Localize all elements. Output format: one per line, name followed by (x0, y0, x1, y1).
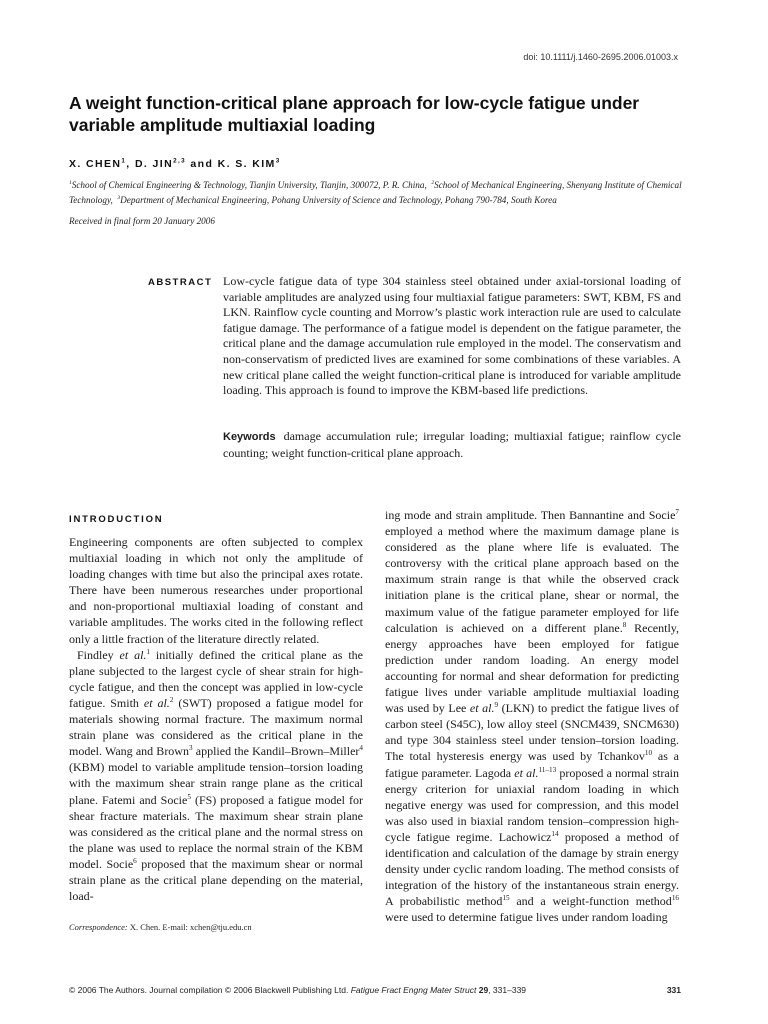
right-column (385, 507, 679, 925)
citation-ref[interactable]: 16 (671, 894, 679, 903)
citation-ref[interactable]: 2 (169, 695, 174, 704)
et-al: et al. (119, 647, 147, 662)
et-al: et al. (143, 695, 170, 710)
citation-ref[interactable]: 9 (494, 701, 499, 710)
section-heading-introduction: INTRODUCTION (69, 514, 164, 525)
text-run: employed a method where the maximum damage plane is considered as the plane where life is evaluated. The controversy with the critical plane approach based on the maximum strain range is that while the observed crack initiation plane is the critical plane, shear or normal, the maximum value of the fatigue parameter employed for life calculation is achieved on a different plane. (385, 524, 679, 635)
paper-title: A weight function-critical plane approach for low-cycle fatigue under variable amplitude multiaxial loading (69, 93, 640, 135)
citation-ref[interactable]: 3 (188, 744, 193, 753)
journal-volume: 29 (476, 985, 489, 995)
text-run: proposed a method of identification and calculation of the damage by strain energy density under cyclic random loading. The method consists of integration of the history of the instantaneous strain energy. A probabilistic method (385, 829, 679, 909)
text-run: (SWT) proposed a fatigue model for materials showing normal fracture. The maximum normal strain plane was considered as the critical plane in the model. Wang and Brown (69, 695, 363, 759)
author-1-affil-ref: 1 (121, 157, 127, 165)
affiliation-2: School of Mechanical Engineering, Shenyang Institute of Chemical Technology, (69, 180, 682, 205)
text-run: initially defined the critical plane as the plane subjected to the largest cycle of shear strain for high-cycle fatigue, and then the concept was applied in low-cycle fatigue. Smith (69, 647, 364, 710)
journal-pages: , 331–339 (488, 985, 527, 995)
text-run: (FS) proposed a fatigue model for shear fracture materials. The maximum shear strain plane was considered as the critical plane and the normal stress on the plane was used to replace the normal strain of the KBM model. Socie (69, 792, 363, 871)
affil-marker: 2 (431, 179, 435, 186)
copyright: © 2006 The Authors. Journal compilation © 2006 Blackwell Publishing Ltd. (69, 985, 351, 995)
text-run: applied the Kandil–Brown–Miller (192, 744, 360, 759)
intro-paragraph-2 (69, 647, 363, 905)
keywords (223, 429, 681, 461)
citation-ref[interactable]: 15 (502, 894, 510, 903)
text-run: (LKN) to predict the fatigue lives of carbon steel (S45C), low alloy steel (SNCM439, SNCM630) and type 304 stainless steel under tension–torsion loading. The total hysteresis energy was used by Tchankov (385, 701, 679, 764)
doi-line: doi: 10.1111/j.1460-2695.2006.01003.x (523, 52, 678, 62)
citation-ref[interactable]: 14 (551, 829, 559, 838)
citation-ref[interactable]: 4 (359, 744, 363, 753)
et-al: et al. (469, 701, 495, 716)
text-run: as a fatigue parameter. Lagoda (385, 749, 680, 780)
author-separator: and (186, 158, 218, 170)
left-column (69, 514, 363, 904)
keywords-label: Keywords (223, 431, 276, 443)
citation-ref[interactable]: 10 (644, 749, 653, 758)
page-number: 331 (666, 985, 681, 995)
author-separator: , (126, 158, 135, 170)
correspondence-label: Correspondence: (69, 922, 128, 932)
text-run: proposed a normal strain energy criterion for uniaxial random loading in which negative energy was used for compression, and this model was also used in biaxial random tension–compression high-cycle fatigue regime. Lachowicz (385, 765, 679, 844)
correspondence-text[interactable]: X. Chen. E-mail: xchen@tju.edu.cn (127, 922, 252, 932)
author-3-affil-ref: 3 (275, 157, 281, 165)
text-run: Findley (77, 647, 120, 662)
abstract-label: ABSTRACT (148, 277, 213, 288)
citation-ref[interactable]: 1 (146, 647, 151, 656)
citation-ref[interactable]: 5 (187, 792, 191, 801)
keywords-text: damage accumulation rule; irregular loading; multiaxial fatigue; rainflow cycle counting; weight function-critical plane approach. (223, 429, 681, 460)
journal-name: Fatigue Fract Engng Mater Struct (350, 985, 477, 995)
text-run: were used to determine fatigue lives under random loading (385, 910, 668, 925)
author-2: D. JIN (134, 158, 174, 170)
affiliation-3: Department of Mechanical Engineering, Pohang University of Science and Technology, Pohang 790-784, South Korea (120, 194, 557, 205)
text-run: and a weight-function method (509, 894, 672, 909)
text-run: Recently, energy approaches have been employed for fatigue prediction under random loading. An energy model accounting for normal and shear deformation for predicting fatigue lives under variable amplitude multiaxial loading was used by Lee (385, 620, 680, 716)
page-footer (69, 985, 681, 995)
affiliations (69, 178, 689, 207)
et-al: et al. (514, 765, 539, 780)
author-2-affil-ref: 2,3 (173, 157, 187, 165)
author-1: X. CHEN (69, 158, 122, 170)
author-line (69, 158, 281, 170)
received-date: Received in final form 20 January 2006 (69, 216, 215, 226)
correspondence-note (69, 922, 363, 932)
affil-marker: 3 (117, 194, 121, 201)
citation-ref[interactable]: 11–13 (538, 765, 557, 774)
citation-ref[interactable]: 8 (622, 620, 627, 629)
affil-marker: 1 (69, 179, 72, 186)
intro-paragraph-1: Engineering components are often subjected to complex multiaxial loading in which not only the amplitude of loading changes with time but also the principal axes rotate. There have been numerous researches under proportional and non-proportional multiaxial loading of constant and variable amplitudes. The works cited in the following reflect only a little fraction of the literature directly related. (69, 535, 363, 646)
text-run: proposed that the maximum shear or normal strain plane as the critical plane depending on the material, load- (69, 856, 363, 904)
author-3: K. S. KIM (217, 158, 276, 170)
text-run: (KBM) model to variable amplitude tension–torsion loading with the maximum shear strain range plane as the critical plane. Fatemi and Socie (69, 760, 363, 807)
citation-ref[interactable]: 6 (133, 856, 137, 865)
text-run: ing mode and strain amplitude. Then Bannantine and Socie (385, 508, 676, 522)
affiliation-1: School of Chemical Engineering & Technology, Tianjin University, Tianjin, 300072, P. R. China, (71, 180, 427, 190)
intro-paragraph-3 (385, 507, 679, 925)
abstract-text: Low-cycle fatigue data of type 304 stainless steel obtained under axial-torsional loading of variable amplitudes are analyzed using four multiaxial fatigue parameters: SWT, KBM, FS and LKN. Rainflow cycle counting and Morrow’s plastic work interaction rule are used to calculate fatigue damage. The performance of a fatigue model is dependent on the fatigue parameter, the critical plane and the damage accumulation rule employed in the model. The conservatism and non-conservatism of predicted lives are examined for some combinations of these variables. A new critical plane called the weight function-critical plane is introduced for variable amplitude loading. This approach is found to improve the KBM-based life predictions. (223, 274, 681, 398)
citation-ref[interactable]: 7 (675, 508, 679, 516)
